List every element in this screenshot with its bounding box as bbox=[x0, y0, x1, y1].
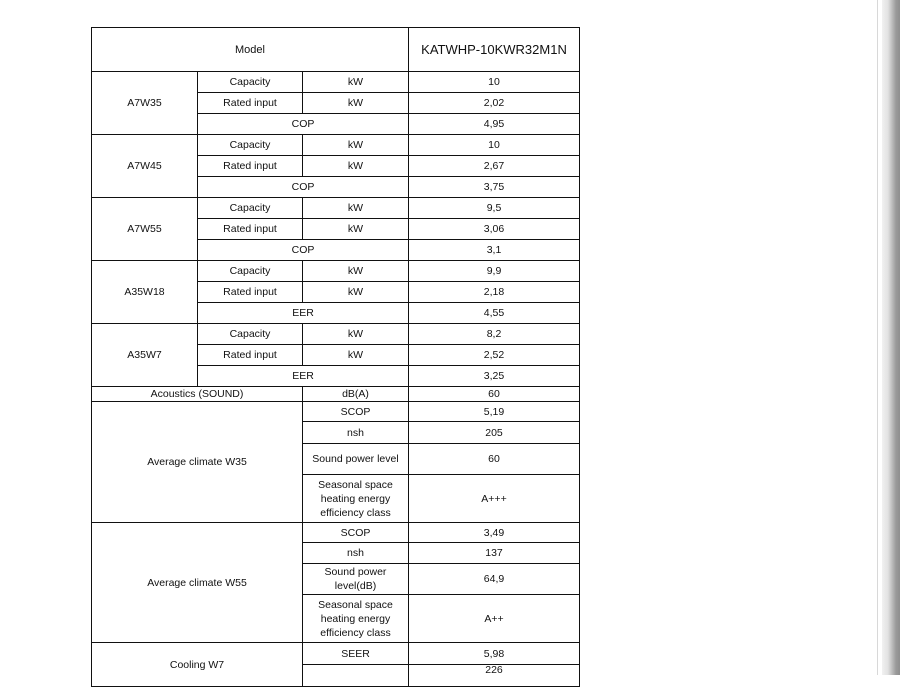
table-row bbox=[92, 402, 580, 422]
ratio-label: COP bbox=[198, 177, 409, 198]
input-unit: kW bbox=[303, 156, 409, 177]
input-value: 2,18 bbox=[409, 282, 580, 303]
acoustics-label: Acoustics (SOUND) bbox=[92, 387, 303, 402]
capacity-unit: kW bbox=[303, 72, 409, 93]
input-label: Rated input bbox=[198, 93, 303, 114]
ratio-label: EER bbox=[198, 366, 409, 387]
w7-label: Cooling W7 bbox=[92, 643, 303, 687]
ratio-value: 4,95 bbox=[409, 114, 580, 135]
next-label bbox=[303, 665, 409, 687]
efficiency-class-label: Seasonal space heating energy efficiency class bbox=[303, 595, 409, 643]
capacity-label: Capacity bbox=[198, 72, 303, 93]
spec-table bbox=[91, 27, 580, 687]
sound-power-label: Sound power level(dB) bbox=[303, 564, 409, 595]
capacity-unit: kW bbox=[303, 324, 409, 345]
scop-value: 3,49 bbox=[409, 523, 580, 543]
model-label: Model bbox=[92, 28, 409, 72]
condition-label: A7W55 bbox=[92, 198, 198, 261]
table-row bbox=[92, 198, 580, 219]
nsh-label: nsh bbox=[303, 422, 409, 444]
table-row bbox=[92, 523, 580, 543]
capacity-label: Capacity bbox=[198, 198, 303, 219]
table-row bbox=[92, 324, 580, 345]
model-value: KATWHP-10KWR32M1N bbox=[409, 28, 580, 72]
condition-label: A35W18 bbox=[92, 261, 198, 324]
ratio-value: 3,1 bbox=[409, 240, 580, 261]
acoustics-row bbox=[92, 387, 580, 402]
capacity-value: 9,5 bbox=[409, 198, 580, 219]
input-label: Rated input bbox=[198, 282, 303, 303]
input-value: 2,02 bbox=[409, 93, 580, 114]
capacity-unit: kW bbox=[303, 135, 409, 156]
scop-label: SCOP bbox=[303, 402, 409, 422]
capacity-label: Capacity bbox=[198, 324, 303, 345]
capacity-value: 10 bbox=[409, 72, 580, 93]
nsh-label: nsh bbox=[303, 543, 409, 564]
nsh-value: 137 bbox=[409, 543, 580, 564]
capacity-value: 9,9 bbox=[409, 261, 580, 282]
model-row bbox=[92, 28, 580, 72]
acoustics-value: 60 bbox=[409, 387, 580, 402]
input-value: 2,67 bbox=[409, 156, 580, 177]
sound-power-label: Sound power level bbox=[303, 444, 409, 475]
page-edge bbox=[877, 0, 878, 675]
input-value: 2,52 bbox=[409, 345, 580, 366]
ratio-value: 3,75 bbox=[409, 177, 580, 198]
w55-label: Average climate W55 bbox=[92, 523, 303, 643]
input-unit: kW bbox=[303, 93, 409, 114]
ratio-label: EER bbox=[198, 303, 409, 324]
seer-label: SEER bbox=[303, 643, 409, 665]
input-value: 3,06 bbox=[409, 219, 580, 240]
nsh-value: 205 bbox=[409, 422, 580, 444]
seer-value: 5,98 bbox=[409, 643, 580, 665]
ratio-label: COP bbox=[198, 240, 409, 261]
capacity-label: Capacity bbox=[198, 261, 303, 282]
ratio-value: 3,25 bbox=[409, 366, 580, 387]
capacity-value: 8,2 bbox=[409, 324, 580, 345]
input-unit: kW bbox=[303, 282, 409, 303]
capacity-value: 10 bbox=[409, 135, 580, 156]
capacity-label: Capacity bbox=[198, 135, 303, 156]
efficiency-class-label: Seasonal space heating energy efficiency class bbox=[303, 475, 409, 523]
capacity-unit: kW bbox=[303, 261, 409, 282]
condition-label: A7W45 bbox=[92, 135, 198, 198]
table-row bbox=[92, 261, 580, 282]
capacity-unit: kW bbox=[303, 198, 409, 219]
efficiency-class-value: A+++ bbox=[409, 475, 580, 523]
w35-label: Average climate W35 bbox=[92, 402, 303, 523]
table-row bbox=[92, 72, 580, 93]
page-shadow bbox=[882, 0, 900, 675]
next-value-partial: 226 bbox=[409, 665, 580, 687]
input-label: Rated input bbox=[198, 345, 303, 366]
ratio-label: COP bbox=[198, 114, 409, 135]
acoustics-unit: dB(A) bbox=[303, 387, 409, 402]
table-row bbox=[92, 135, 580, 156]
sound-power-value: 60 bbox=[409, 444, 580, 475]
ratio-value: 4,55 bbox=[409, 303, 580, 324]
input-label: Rated input bbox=[198, 156, 303, 177]
table-row bbox=[92, 643, 580, 665]
scop-label: SCOP bbox=[303, 523, 409, 543]
input-unit: kW bbox=[303, 219, 409, 240]
scop-value: 5,19 bbox=[409, 402, 580, 422]
sound-power-value: 64,9 bbox=[409, 564, 580, 595]
condition-label: A7W35 bbox=[92, 72, 198, 135]
efficiency-class-value: A++ bbox=[409, 595, 580, 643]
input-label: Rated input bbox=[198, 219, 303, 240]
input-unit: kW bbox=[303, 345, 409, 366]
condition-label: A35W7 bbox=[92, 324, 198, 387]
